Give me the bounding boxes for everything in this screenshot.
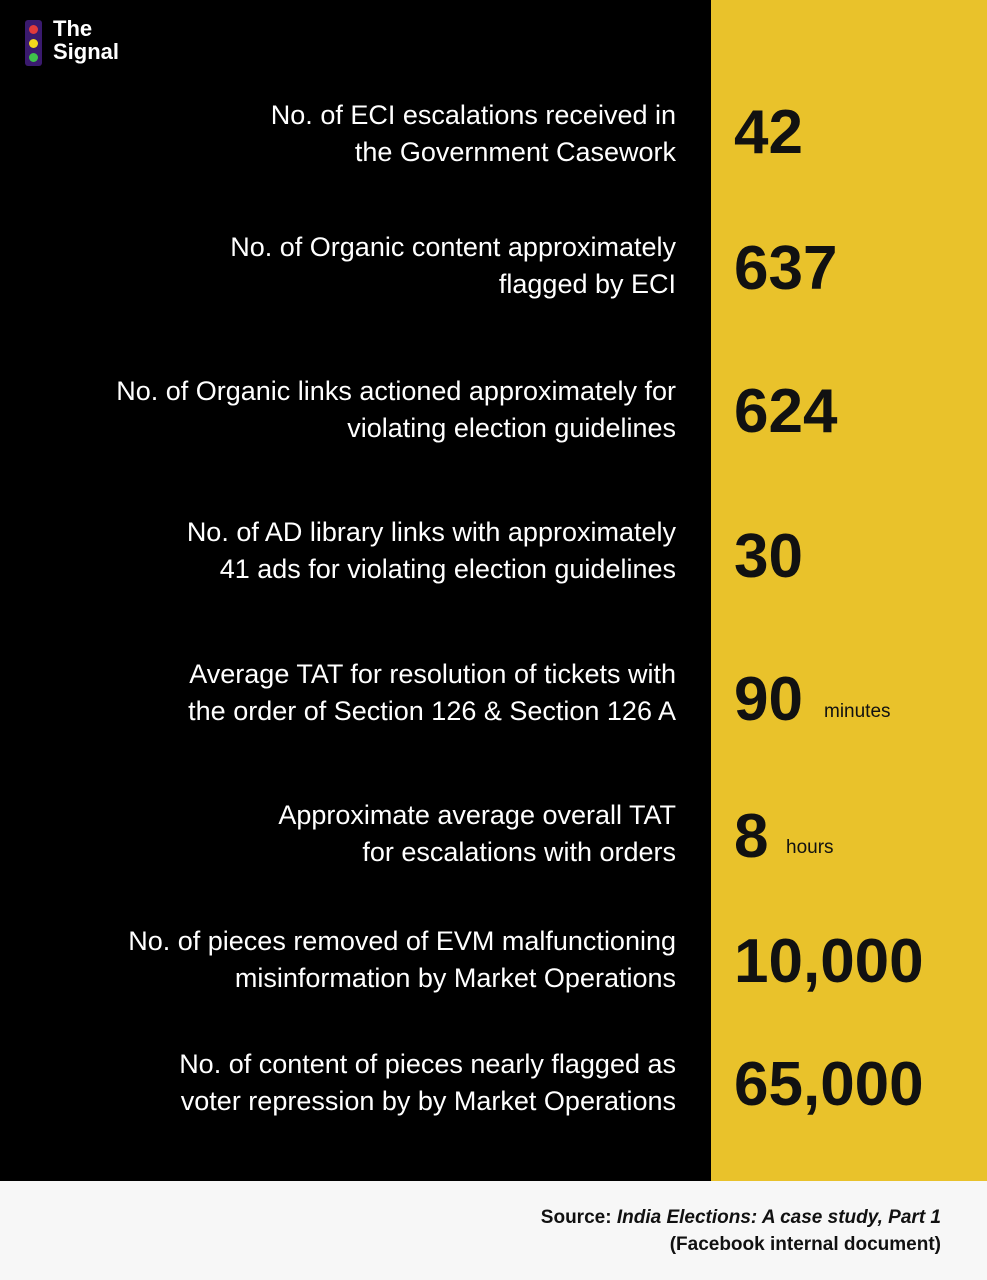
source-note: (Facebook internal document) <box>669 1234 941 1255</box>
stat-label-evm-misinformation: No. of pieces removed of EVM malfunctioning misinformation by Market Operations <box>128 926 676 993</box>
stat-value-average-tat-tickets: 90 <box>734 665 803 734</box>
logo-word-signal: Signal <box>53 39 120 64</box>
yellow-light-dot <box>29 39 38 48</box>
stat-label-organic-links: No. of Organic links actioned approximately for violating election guidelines <box>116 376 676 443</box>
red-light-dot <box>29 25 38 34</box>
stat-value-eci-escalations: 42 <box>734 98 803 167</box>
stat-label-eci-escalations: No. of ECI escalations received in the Government Casework <box>270 100 676 167</box>
stat-value-organic-content: 637 <box>734 234 838 303</box>
stat-label-average-tat-tickets: Average TAT for resolution of tickets with the order of Section 126 & Section 126 A <box>188 659 676 726</box>
stat-label-organic-content: No. of Organic content approximately flagged by ECI <box>230 232 676 299</box>
traffic-light-icon <box>25 20 42 66</box>
stat-value-overall-tat: 8 <box>734 802 769 871</box>
green-light-dot <box>29 53 38 62</box>
logo-word-the: The <box>53 16 93 41</box>
source-prefix: Source: <box>540 1207 617 1228</box>
stat-unit-hours: hours <box>786 837 834 858</box>
stat-label-ad-library-links: No. of AD library links with approximately 41 ads for violating election guidelines <box>186 517 676 584</box>
stat-unit-minutes: minutes <box>824 701 891 722</box>
stat-value-evm-misinformation: 10,000 <box>734 927 924 996</box>
stat-value-organic-links: 624 <box>734 377 838 446</box>
source-citation <box>341 1204 941 1258</box>
stat-value-voter-repression: 65,000 <box>734 1050 924 1119</box>
stat-value-ad-library-links: 30 <box>734 522 803 591</box>
source-title: India Elections: A case study, Part 1 <box>616 1207 941 1228</box>
stat-label-voter-repression: No. of content of pieces nearly flagged as voter repression by by Market Operations <box>179 1049 676 1116</box>
stat-label-overall-tat: Approximate average overall TAT for escalations with orders <box>278 800 676 867</box>
